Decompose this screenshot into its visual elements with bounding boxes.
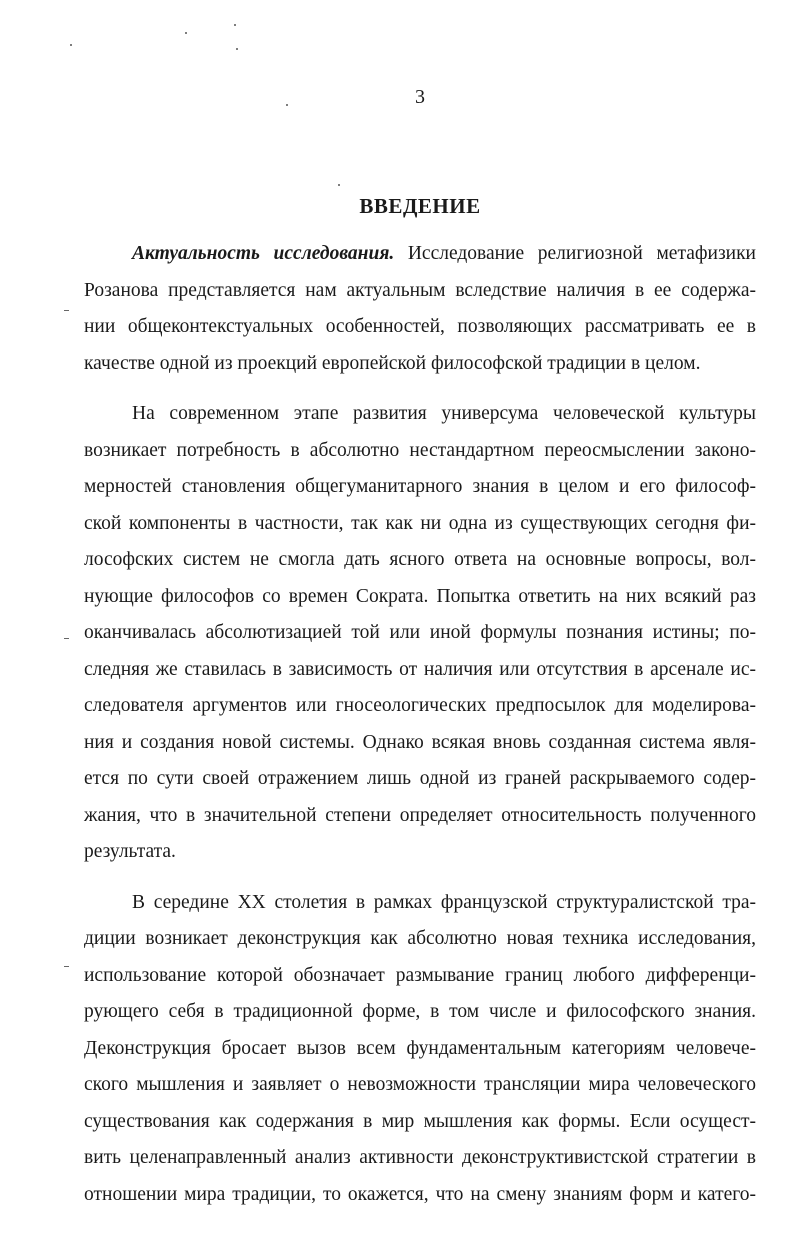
text-line: жания, что в значительной степени определяет относительность полученного [84,804,756,826]
text-line: вить целенаправленный анализ активности деконструктивистской стратегии в [84,1147,756,1168]
scan-speck [64,966,69,967]
scan-speck [185,32,187,34]
text-line: ской компоненты в частности, так как ни одна из существующих сегодня фи- [84,512,756,534]
text-line: лософских систем не смогла дать ясного ответа на основные вопросы, вол- [84,549,756,570]
text-line: качестве одной из проекций европейской философской традиции в целом. [84,352,701,374]
text-line: использование которой обозначает размывание границ любого дифференци- [84,964,756,986]
paragraph-gap [84,871,756,885]
text-line: оканчивалась абсолютизацией той или иной формулы познания истины; по- [84,622,756,643]
page-number: 3 [415,86,425,108]
section-heading: ВВЕДЕНИЕ [359,194,481,218]
text-line: существования как содержания в мир мышления как формы. Если осущест- [84,1110,756,1132]
text-line: отношении мира традиции, то окажется, что на смену знаниям форм и катего- [84,1183,756,1205]
text-line: мерностей становления общегуманитарного знания в целом и его философ- [84,476,756,497]
text-line: ского мышления и заявляет о невозможности трансляции мира человеческого [84,1074,756,1095]
scan-speck [64,310,69,311]
text-line: ния и создания новой системы. Однако всякая вновь созданная система явля- [84,731,756,753]
text-line: На современном этапе развития универсума человеческой культуры [132,403,756,424]
body-text [84,236,756,1213]
text-line: нующие философов со времен Сократа. Попытка ответить на них всякий раз [84,585,756,607]
scan-speck [70,44,72,46]
scan-speck [234,24,236,26]
text-line: ется по сути своей отражением лишь одной из граней раскрываемого содер- [84,768,756,789]
scan-speck [236,48,238,50]
text-line: следователя аргументов или гносеологических предпосылок для моделирова- [84,695,756,716]
text-line: Розанова представляется нам актуальным вследствие наличия в ее содержа- [84,279,756,301]
scan-speck [64,638,69,639]
paragraph-gap [84,382,756,396]
text-line [84,236,756,273]
text-line: рующего себя в традиционной форме, в том числе и философского знания. [84,1001,756,1022]
text-line: нии общеконтекстуальных особенностей, позволяющих рассматривать ее в [84,316,756,337]
text-line: диции возникает деконструкция как абсолютно новая техника исследования, [84,928,756,949]
text-line: результата. [84,841,176,862]
lead-phrase: Актуальность исследования. [132,243,395,264]
text-line: следняя же ставилась в зависимость от наличия или отсутствия в арсенале ис- [84,658,756,680]
text-line: возникает потребность в абсолютно нестандартном переосмыслении законо- [84,439,756,461]
text-line: В середине XX столетия в рамках французской структуралистской тра- [132,891,756,913]
text-line: Деконструкция бросает вызов всем фундаментальным категориям человече- [84,1037,756,1059]
scan-speck [338,184,340,186]
line-text: Исследование религиозной метафизики [394,243,756,264]
